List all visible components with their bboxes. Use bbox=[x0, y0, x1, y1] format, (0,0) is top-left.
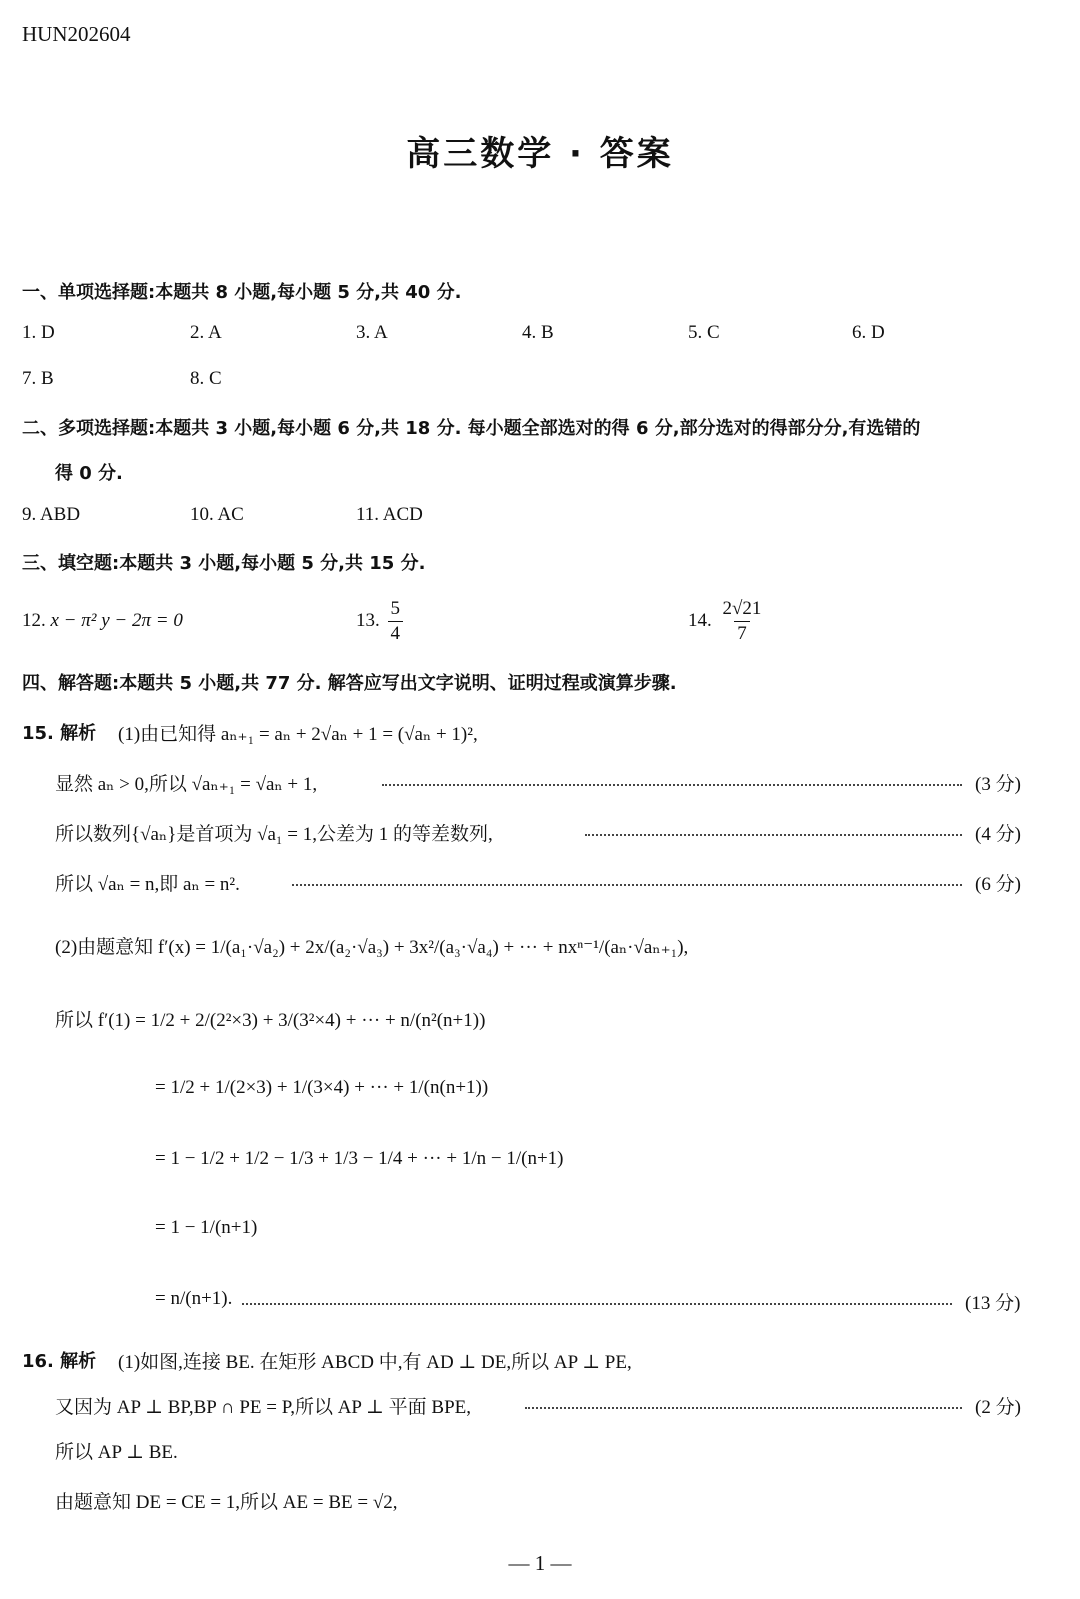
q15-line-2: 显然 aₙ > 0,所以 √aₙ₊₁ = √aₙ + 1, bbox=[55, 774, 318, 795]
score-4: (4 分) bbox=[975, 824, 1021, 845]
dotted-leader bbox=[382, 784, 962, 786]
q12-expression: x − π² y − 2π = 0 bbox=[50, 610, 183, 631]
section-solutions: 四、解答题:本题共 5 小题,共 77 分. 解答应写出文字说明、证明过程或演算步骤. bbox=[22, 673, 677, 694]
score-6: (6 分) bbox=[975, 874, 1021, 895]
dotted-leader bbox=[292, 884, 962, 886]
fill-13 bbox=[356, 598, 406, 645]
q13-denominator: 4 bbox=[388, 621, 404, 645]
q15-line-8: = 1 − 1/2 + 1/2 − 1/3 + 1/3 − 1/4 + ··· + 1/n − 1/(n+1) bbox=[155, 1148, 564, 1169]
q14-fraction bbox=[720, 598, 765, 645]
q16-line-2: 又因为 AP ⊥ BP,BP ∩ PE = P,所以 AP ⊥ 平面 BPE, bbox=[55, 1397, 471, 1418]
q16-line-1: (1)如图,连接 BE. 在矩形 ABCD 中,有 AD ⊥ DE,所以 AP ⊥ PE, bbox=[118, 1352, 632, 1373]
section-single-choice: 一、单项选择题:本题共 8 小题,每小题 5 分,共 40 分. bbox=[22, 282, 462, 303]
answer-3: 3. A bbox=[356, 322, 388, 343]
page-number: — 1 — bbox=[508, 1551, 572, 1575]
answer-10: 10. AC bbox=[190, 504, 244, 525]
score-3: (3 分) bbox=[975, 774, 1021, 795]
answer-6: 6. D bbox=[852, 322, 885, 343]
q15-line-6: 所以 f′(1) = 1/2 + 2/(2²×3) + 3/(3²×4) + ··· + n/(n²(n+1)) bbox=[55, 1010, 486, 1031]
dotted-leader bbox=[585, 834, 962, 836]
q16-label: 16. 解析 bbox=[22, 1351, 97, 1372]
answer-8: 8. C bbox=[190, 368, 222, 389]
q16-line-3: 所以 AP ⊥ BE. bbox=[55, 1442, 178, 1463]
answer-4: 4. B bbox=[522, 322, 554, 343]
q15-line-5: (2)由题意知 f′(x) = 1/(a₁·√a₂) + 2x/(a₂·√a₃) + 3x²/(a₃·√a₄) + ··· + nxⁿ⁻¹/(aₙ·√aₙ₊₁), bbox=[55, 937, 689, 958]
answer-5: 5. C bbox=[688, 322, 720, 343]
answer-9: 9. ABD bbox=[22, 504, 81, 525]
q15-line-3: 所以数列{√aₙ}是首项为 √a₁ = 1,公差为 1 的等差数列, bbox=[55, 824, 493, 845]
score-2: (2 分) bbox=[975, 1397, 1021, 1418]
q15-line-9: = 1 − 1/(n+1) bbox=[155, 1217, 258, 1238]
q13-label: 13. bbox=[356, 609, 380, 631]
answer-7: 7. B bbox=[22, 368, 54, 389]
q15-line-4: 所以 √aₙ = n,即 aₙ = n². bbox=[55, 874, 240, 895]
q15-line-7: = 1/2 + 1/(2×3) + 1/(3×4) + ··· + 1/(n(n+1)) bbox=[155, 1077, 489, 1098]
q14-denominator: 7 bbox=[734, 621, 750, 645]
q16-line-4: 由题意知 DE = CE = 1,所以 AE = BE = √2, bbox=[55, 1492, 398, 1513]
answer-11: 11. ACD bbox=[356, 504, 423, 525]
section-fill-blank: 三、填空题:本题共 3 小题,每小题 5 分,共 15 分. bbox=[22, 553, 426, 574]
section-multi-choice-cont: 得 0 分. bbox=[55, 463, 123, 484]
q15-line-1: (1)由已知得 aₙ₊₁ = aₙ + 2√aₙ + 1 = (√aₙ + 1)², bbox=[118, 724, 478, 745]
page-title: 高三数学 · 答案 bbox=[406, 134, 674, 174]
dotted-leader bbox=[525, 1407, 962, 1409]
score-13: (13 分) bbox=[965, 1293, 1021, 1314]
q15-line-10: = n/(n+1). bbox=[155, 1288, 233, 1309]
answer-2: 2. A bbox=[190, 322, 222, 343]
q14-label: 14. bbox=[688, 609, 712, 631]
q14-numerator: 2√21 bbox=[722, 598, 762, 619]
section-multi-choice: 二、多项选择题:本题共 3 小题,每小题 6 分,共 18 分. 每小题全部选对的得 6 分,部分选对的得部分分,有选错的 bbox=[22, 418, 921, 439]
q13-numerator: 5 bbox=[390, 598, 400, 619]
q15-label: 15. 解析 bbox=[22, 723, 97, 744]
q12-label: 12. bbox=[22, 610, 46, 631]
fill-14 bbox=[688, 598, 767, 645]
answer-1: 1. D bbox=[22, 322, 55, 343]
doc-code: HUN202604 bbox=[22, 22, 131, 46]
fill-12 bbox=[22, 610, 183, 632]
q13-fraction bbox=[388, 598, 404, 645]
dotted-leader bbox=[242, 1303, 952, 1305]
